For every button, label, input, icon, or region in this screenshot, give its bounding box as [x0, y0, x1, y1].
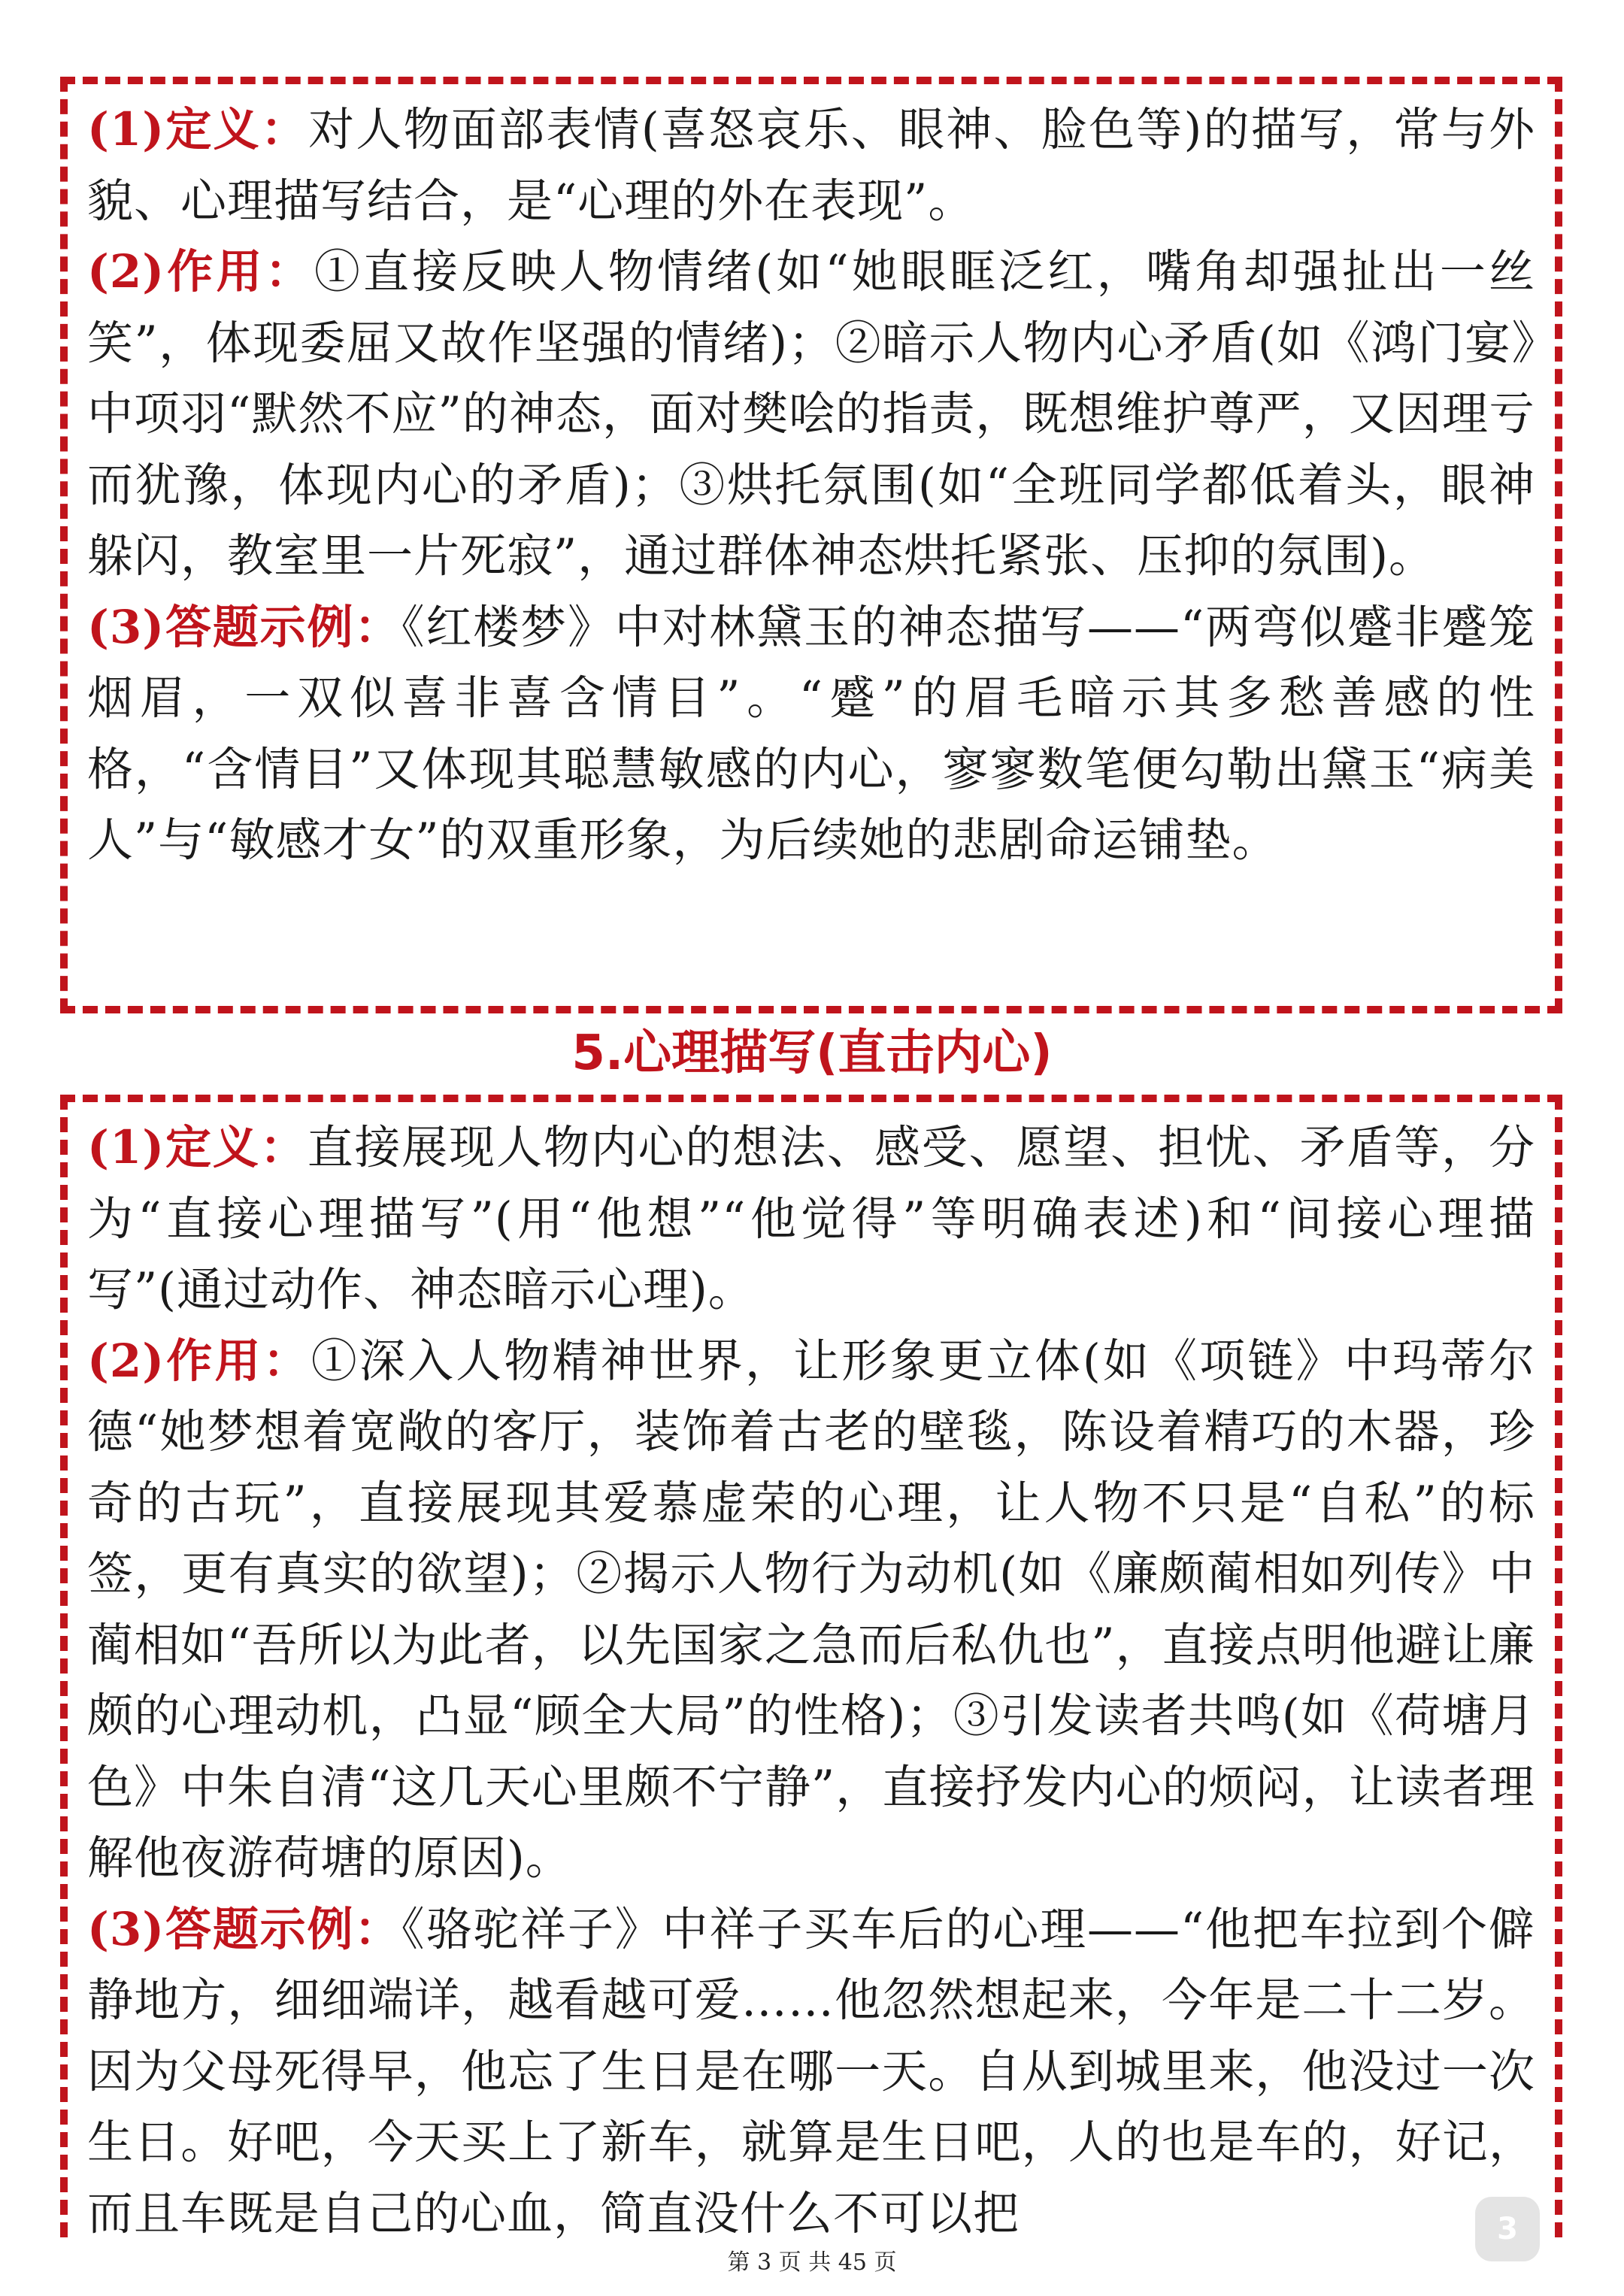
example-paragraph — [87, 1895, 1535, 2250]
function-text: ①深入人物精神世界，让形象更立体(如《项链》中玛蒂尔德“她梦想着宽敞的客厅，装饰着古老的壁毯，陈设着精巧的木器，珍奇的古玩”，直接展现其爱慕虚荣的心理，让人物不只是“自私”的标签，更有真实的欲望)；②揭示人物行为动机(如《廉颇蔺相如列传》中蔺相如“吾所以为此者，以先国家之急而后私仇也”，直接点明他避让廉颇的心理动机，凸显“顾全大局”的性格)；③引发读者共鸣(如《荷塘月色》中朱自清“这几天心里颇不宁静”，直接抒发内心的烦闷，让读者理解他夜游荷塘的原因)。 — [87, 1334, 1535, 1885]
definition-label: (1)定义： — [87, 103, 309, 156]
function-paragraph — [87, 237, 1535, 592]
section-heading: 5.心理描写(直击内心) — [571, 1025, 1053, 1081]
example-text: 《红楼梦》中对林黛玉的神态描写——“两弯似蹙非蹙笼烟眉，一双似喜非喜含情目”。“蹙”的眉毛暗示其多愁善感的性格，“含情目”又体现其聪慧敏感的内心，寥寥数笔便勾勒出黛玉“病美人”与“敏感才女”的双重形象，为后续她的悲剧命运铺垫。 — [87, 600, 1536, 867]
example-paragraph — [87, 592, 1535, 877]
definition-paragraph — [87, 95, 1535, 237]
expression-description-box — [60, 77, 1562, 1013]
definition-label: (1)定义： — [87, 1121, 308, 1174]
example-text: 《骆驼祥子》中祥子买车后的心理——“他把车拉到个僻静地方，细细端详，越看越可爱……他忽然想起来，今年是二十二岁。因为父母死得早，他忘了生日是在哪一天。自从到城里来，他没过一次生日。好吧，今天买上了新车，就算是生日吧，人的也是车的，好记，而且车既是自己的心血，简直没什么不可以把 — [87, 1902, 1536, 2240]
example-label: (3)答题示例： — [87, 1902, 402, 1956]
function-text: ①直接反映人物情绪(如“她眼眶泛红，嘴角却强扯出一丝笑”，体现委屈又故作坚强的情绪)；②暗示人物内心矛盾(如《鸿门宴》中项羽“默然不应”的神态，面对樊哙的指责，既想维护尊严，又因理亏而犹豫，体现内心的矛盾)；③烘托氛围(如“全班同学都低着头，眼神躲闪，教室里一片死寂”，通过群体神态烘托紧张、压抑的氛围)。 — [87, 245, 1535, 583]
page-footer: 第 3 页 共 45 页 — [727, 2249, 897, 2276]
function-label: (2)作用： — [87, 1334, 311, 1388]
definition-paragraph — [87, 1113, 1535, 1326]
example-label: (3)答题示例： — [87, 600, 402, 654]
page-badge-number: 3 — [1497, 2212, 1518, 2246]
function-paragraph — [87, 1326, 1535, 1895]
page-number-badge[interactable] — [1475, 2197, 1540, 2261]
definition-text: 对人物面部表情(喜怒哀乐、眼神、脸色等)的描写，常与外貌、心理描写结合，是“心理的外在表现”。 — [87, 103, 1535, 228]
definition-text: 直接展现人物内心的想法、感受、愿望、担忧、矛盾等，分为“直接心理描写”(用“他想”“他觉得”等明确表述)和“间接心理描写”(通过动作、神态暗示心理)。 — [87, 1121, 1535, 1316]
function-label: (2)作用： — [87, 245, 314, 298]
psychological-description-box — [60, 1095, 1562, 2240]
